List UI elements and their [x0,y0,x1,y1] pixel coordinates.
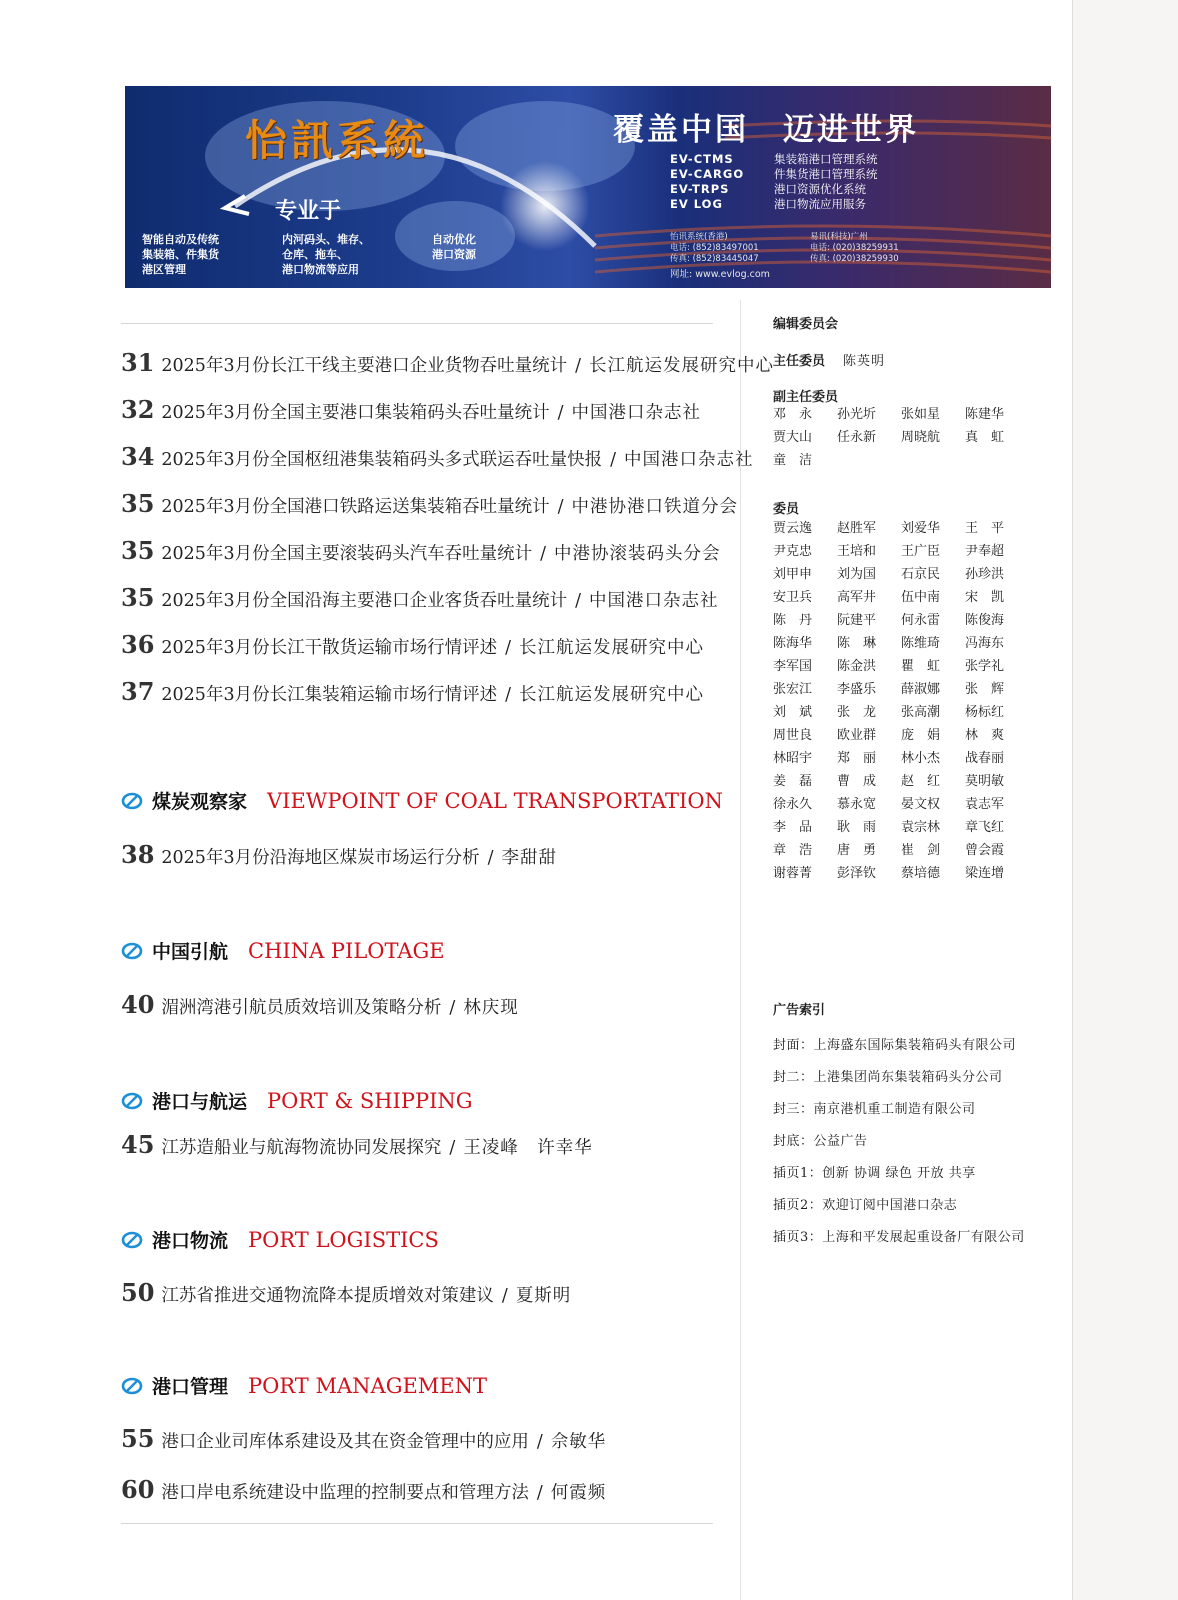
committee-member-name: 真 虹 [965,430,1005,445]
product-row: EV-TRPS 港口资源优化系统 [670,182,866,196]
committee-member-name: 周世良 [773,728,813,743]
committee-member-name: 莫明敏 [965,774,1005,789]
evlog-banner-ad [125,86,1051,288]
section-title-cn: 港口物流 [152,1230,229,1252]
committee-member-name: 慕永宽 [837,797,877,812]
section-bullet-icon [121,1091,143,1111]
committee-member-name: 晏文权 [901,797,941,812]
ad-index-item: 封面：上海盛东国际集装箱码头有限公司 [773,1038,1017,1053]
committee-member-name: 贾大山 [773,430,813,445]
members-label: 委员 [773,502,800,517]
section-title-cn: 煤炭观察家 [152,791,248,813]
committee-member-name: 童 洁 [773,453,813,468]
banner-feature-2: 内河码头、堆存、 仓库、拖车、 港口物流等应用 [282,233,370,276]
section-header-coal [121,787,723,814]
banner-website: 网址: www.evlog.com [670,269,770,280]
committee-member-name: 薛淑娜 [901,682,941,697]
toc-item[interactable]: 34 2025年3月份全国枢纽港集装箱码头多式联运吞吐量快报 / 中国港口杂志社 [121,442,754,471]
committee-member-name: 宋 凯 [965,590,1005,605]
committee-member-name: 尹奉超 [965,544,1005,559]
committee-member-name: 战春丽 [965,751,1005,766]
product-row: EV LOG 港口物流应用服务 [670,197,866,211]
toc-item[interactable]: 60 港口岸电系统建设中监理的控制要点和管理方法 / 何霞频 [121,1475,607,1504]
toc-item[interactable]: 35 2025年3月份全国主要滚装码头汽车吞吐量统计 / 中港协滚装码头分会 [121,536,721,565]
committee-member-name: 冯海东 [965,636,1005,651]
committee-member-name: 张如星 [901,407,941,422]
committee-member-name: 刘为国 [837,567,877,582]
chief-label: 主任委员 [773,354,826,369]
banner-contact-gz: 易讯(科技)广州 电话: (020)38259931 传真: (020)38259930 [810,232,899,264]
committee-member-name: 彭泽钦 [837,866,877,881]
toc-top-rule [121,323,713,324]
section-header-port-shipping [121,1087,473,1114]
committee-member-name: 耿 雨 [837,820,877,835]
column-divider [740,300,741,1600]
committee-member-name: 陈海华 [773,636,813,651]
section-title-cn: 港口管理 [152,1376,229,1398]
toc-item[interactable]: 35 2025年3月份全国沿海主要港口企业客货吞吐量统计 / 中国港口杂志社 [121,583,719,612]
banner-logo-text: 怡訊系統 [245,116,430,165]
committee-member-name: 王培和 [837,544,877,559]
committee-member-name: 高军井 [837,590,877,605]
committee-member-name: 周晓航 [901,430,941,445]
ad-index-item: 插页1：创新 协调 绿色 开放 共享 [773,1166,976,1181]
committee-member-name: 李 品 [773,820,813,835]
committee-member-name: 姜 磊 [773,774,813,789]
section-bullet-icon [121,791,143,811]
product-row: EV-CARGO 件集货港口管理系统 [670,167,878,181]
committee-member-name: 任永新 [837,430,877,445]
committee-member-name: 安卫兵 [773,590,813,605]
committee-member-name: 曹 成 [837,774,877,789]
section-title-cn: 中国引航 [152,941,229,963]
banner-slogan: 覆盖中国 迈进世界 [613,112,919,148]
chief-name: 陈英明 [843,354,886,369]
ad-index-item: 插页3：上海和平发展起重设备厂有限公司 [773,1230,1025,1245]
committee-member-name: 李盛乐 [837,682,877,697]
ad-index-list [773,1030,1025,1254]
committee-member-name: 王广臣 [901,544,941,559]
toc-bottom-rule [121,1523,713,1524]
section-title-en: PORT LOGISTICS [248,1227,439,1252]
committee-member-name: 陈维琦 [901,636,941,651]
committee-member-name: 孙光圻 [837,407,877,422]
banner-product-list [670,152,878,212]
ad-index-item: 封三：南京港机重工制造有限公司 [773,1102,976,1117]
banner-contact-hk: 怡讯系统(香港) 电话: (852)83497001 传真: (852)83445047 [670,232,759,264]
committee-member-name: 袁宗林 [901,820,941,835]
committee-member-name: 谢蓉菁 [773,866,813,881]
committee-member-name: 伍中南 [901,590,941,605]
vice-member-grid [773,405,1029,470]
committee-member-name: 何永雷 [901,613,941,628]
section-header-port-logistics [121,1226,439,1253]
toc-item[interactable]: 36 2025年3月份长江干散货运输市场行情评述 / 长江航运发展研究中心 [121,630,704,659]
committee-member-name: 陈金洪 [837,659,877,674]
product-row: EV-CTMS 集装箱港口管理系统 [670,152,878,166]
committee-member-name: 崔 剑 [901,843,941,858]
section-bullet-icon [121,1376,143,1396]
committee-heading: 编辑委员会 [773,317,839,332]
section-title-en: PORT & SHIPPING [267,1088,473,1113]
committee-member-name: 唐 勇 [837,843,877,858]
committee-member-name: 徐永久 [773,797,813,812]
committee-member-name: 曾会霞 [965,843,1005,858]
banner-feature-1: 智能自动及传统 集装箱、件集货 港区管理 [142,233,219,276]
banner-feature-3: 自动优化 港口资源 [432,233,476,261]
committee-member-name: 袁志军 [965,797,1005,812]
committee-member-name: 欧业群 [837,728,877,743]
committee-member-name: 赵 红 [901,774,941,789]
toc-item[interactable]: 35 2025年3月份全国港口铁路运送集装箱吞吐量统计 / 中港协港口铁道分会 [121,489,738,518]
toc-item[interactable]: 55 港口企业司库体系建设及其在资金管理中的应用 / 佘敏华 [121,1424,607,1453]
committee-member-name: 郑 丽 [837,751,877,766]
committee-member-name: 王 平 [965,521,1005,536]
toc-item[interactable]: 38 2025年3月份沿海地区煤炭市场运行分析 / 李甜甜 [121,840,557,869]
committee-member-name: 林 爽 [965,728,1005,743]
committee-member-name: 石京民 [901,567,941,582]
committee-member-name: 赵胜军 [837,521,877,536]
toc-item[interactable]: 32 2025年3月份全国主要港口集装箱码头吞吐量统计 / 中国港口杂志社 [121,395,701,424]
section-title-en: VIEWPOINT OF COAL TRANSPORTATION [267,788,723,813]
section-header-pilotage [121,937,445,964]
committee-member-name: 李军国 [773,659,813,674]
committee-member-name: 刘 斌 [773,705,813,720]
committee-member-name: 章 浩 [773,843,813,858]
committee-member-name: 孙珍洪 [965,567,1005,582]
light-flare [500,161,590,251]
committee-member-name: 林昭宇 [773,751,813,766]
committee-member-name: 陈 丹 [773,613,813,628]
committee-member-name: 陈建华 [965,407,1005,422]
member-grid [773,519,1029,883]
toc-item[interactable]: 40 湄洲湾港引航员质效培训及策略分析 / 林庆现 [121,990,519,1019]
toc-item[interactable]: 37 2025年3月份长江集装箱运输市场行情评述 / 长江航运发展研究中心 [121,677,704,706]
committee-member-name: 杨标红 [965,705,1005,720]
committee-member-name: 刘甲申 [773,567,813,582]
ad-index-item: 封二：上港集团尚东集装箱码头分公司 [773,1070,1003,1085]
committee-member-name: 刘爱华 [901,521,941,536]
committee-member-name: 瞿 虹 [901,659,941,674]
committee-member-name: 邓 永 [773,407,813,422]
committee-member-name: 张 龙 [837,705,877,720]
ad-index-item: 封底：公益广告 [773,1134,868,1149]
committee-member-name: 尹克忠 [773,544,813,559]
committee-member-name: 蔡培德 [901,866,941,881]
chief-member-row [773,350,885,369]
committee-member-name: 张学礼 [965,659,1005,674]
section-title-en: CHINA PILOTAGE [248,938,445,963]
committee-member-name: 阮建平 [837,613,877,628]
committee-member-name: 张 辉 [965,682,1005,697]
committee-member-name: 庞 娟 [901,728,941,743]
section-bullet-icon [121,1230,143,1250]
section-bullet-icon [121,941,143,961]
committee-member-name: 张高潮 [901,705,941,720]
committee-member-name: 林小杰 [901,751,941,766]
toc-item[interactable]: 31 2025年3月份长江干线主要港口企业货物吞吐量统计 / 长江航运发展研究中心 [121,348,774,377]
section-header-port-management [121,1372,487,1399]
ad-index-heading: 广告索引 [773,1003,826,1018]
toc-item[interactable]: 50 江苏省推进交通物流降本提质增效对策建议 / 夏斯明 [121,1278,572,1307]
committee-member-name: 陈俊海 [965,613,1005,628]
section-title-en: PORT MANAGEMENT [248,1373,488,1398]
vice-label: 副主任委员 [773,390,839,405]
committee-member-name: 章飞红 [965,820,1005,835]
banner-zhuanye: 专业于 [275,199,342,224]
committee-member-name: 张宏江 [773,682,813,697]
section-title-cn: 港口与航运 [152,1091,248,1113]
page-edge-strip [1072,0,1178,1600]
committee-member-name: 陈 琳 [837,636,877,651]
toc-item[interactable]: 45 江苏造船业与航海物流协同发展探究 / 王凌峰 许幸华 [121,1130,593,1159]
ad-index-item: 插页2：欢迎订阅中国港口杂志 [773,1198,958,1213]
committee-member-name: 贾云逸 [773,521,813,536]
committee-member-name: 梁连增 [965,866,1005,881]
